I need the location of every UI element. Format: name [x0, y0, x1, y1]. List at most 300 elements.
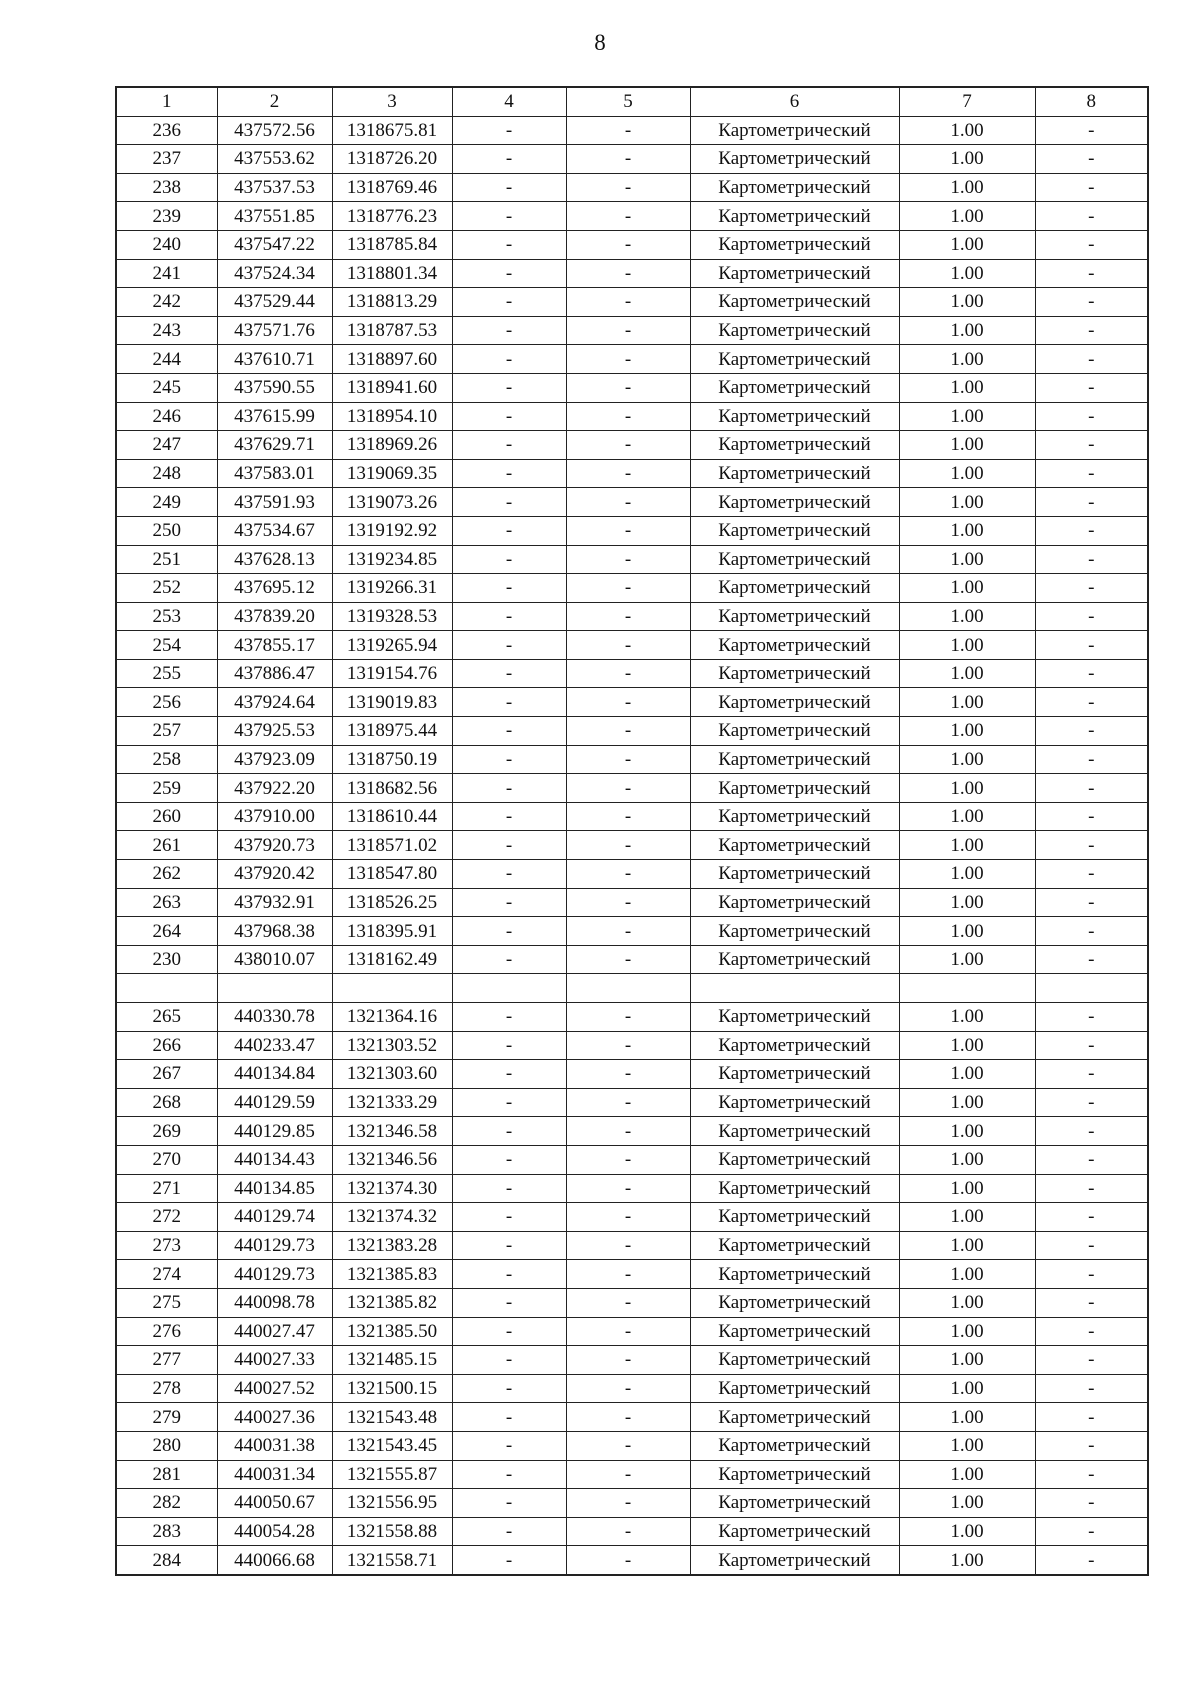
table-cell: 264	[116, 917, 217, 946]
table-cell: -	[1035, 1117, 1148, 1146]
table-cell: -	[1035, 1088, 1148, 1117]
table-cell	[452, 974, 566, 1003]
table-cell: Картометрический	[690, 1288, 899, 1317]
table-cell: 1.00	[899, 802, 1035, 831]
table-cell: -	[452, 888, 566, 917]
table-cell: 440031.38	[217, 1431, 332, 1460]
table-cell: -	[566, 1088, 690, 1117]
table-cell: -	[1035, 1403, 1148, 1432]
table-cell: 437968.38	[217, 917, 332, 946]
table-cell: -	[566, 1117, 690, 1146]
table-cell: Картометрический	[690, 831, 899, 860]
table-cell: 251	[116, 545, 217, 574]
table-cell: -	[566, 373, 690, 402]
table-cell: -	[566, 774, 690, 803]
table-cell: 1.00	[899, 1060, 1035, 1089]
table-cell: 275	[116, 1288, 217, 1317]
table-cell: -	[1035, 774, 1148, 803]
table-cell: 437922.20	[217, 774, 332, 803]
table-cell: 1.00	[899, 917, 1035, 946]
table-cell: 250	[116, 516, 217, 545]
table-row	[116, 717, 1148, 746]
table-cell: -	[566, 745, 690, 774]
table-cell: 437910.00	[217, 802, 332, 831]
table-cell: 1318801.34	[332, 259, 452, 288]
table-cell: 238	[116, 173, 217, 202]
table-cell: -	[566, 1145, 690, 1174]
table-cell: 252	[116, 574, 217, 603]
table-cell: -	[452, 373, 566, 402]
table-cell: 1321374.32	[332, 1203, 452, 1232]
table-cell	[899, 974, 1035, 1003]
table-cell: 1321346.56	[332, 1145, 452, 1174]
table-cell: 438010.07	[217, 945, 332, 974]
table-row	[116, 1288, 1148, 1317]
table-cell: -	[452, 202, 566, 231]
table-cell: Картометрический	[690, 1203, 899, 1232]
table-cell: 1.00	[899, 373, 1035, 402]
table-row	[116, 1203, 1148, 1232]
table-cell: -	[452, 917, 566, 946]
table-cell: -	[452, 1203, 566, 1232]
table-cell: 1.00	[899, 1203, 1035, 1232]
table-row	[116, 202, 1148, 231]
table-cell: 1.00	[899, 631, 1035, 660]
table-cell: -	[566, 1403, 690, 1432]
table-cell: Картометрический	[690, 802, 899, 831]
table-cell: -	[452, 402, 566, 431]
column-header: 2	[217, 87, 332, 116]
table-cell: 1321543.48	[332, 1403, 452, 1432]
table-cell: 1.00	[899, 1546, 1035, 1575]
table-cell: -	[566, 116, 690, 145]
table-cell: -	[452, 488, 566, 517]
table-cell: -	[1035, 602, 1148, 631]
table-cell: -	[1035, 373, 1148, 402]
table-cell: -	[1035, 574, 1148, 603]
table-row	[116, 631, 1148, 660]
table-cell: 280	[116, 1431, 217, 1460]
table-cell: -	[452, 345, 566, 374]
table-cell: 440098.78	[217, 1288, 332, 1317]
table-cell: -	[452, 1288, 566, 1317]
table-cell: -	[452, 831, 566, 860]
table-cell: 1.00	[899, 259, 1035, 288]
table-row	[116, 459, 1148, 488]
table-cell: -	[452, 659, 566, 688]
table-cell: -	[566, 1174, 690, 1203]
table-cell: -	[566, 316, 690, 345]
table-cell: 1.00	[899, 459, 1035, 488]
table-row	[116, 173, 1148, 202]
table-cell: 1319192.92	[332, 516, 452, 545]
table-cell: -	[566, 831, 690, 860]
table-cell: 1.00	[899, 1346, 1035, 1375]
table-cell: 1321385.83	[332, 1260, 452, 1289]
table-cell: 1.00	[899, 745, 1035, 774]
table-cell: 437547.22	[217, 230, 332, 259]
table-cell: 1321303.52	[332, 1031, 452, 1060]
table-cell: -	[1035, 431, 1148, 460]
table-cell: 440134.85	[217, 1174, 332, 1203]
table-row	[116, 802, 1148, 831]
table-cell: Картометрический	[690, 1145, 899, 1174]
table-cell: 1321558.88	[332, 1517, 452, 1546]
table-cell: 437920.73	[217, 831, 332, 860]
table-row	[116, 402, 1148, 431]
table-cell: -	[1035, 145, 1148, 174]
table-cell: -	[1035, 1060, 1148, 1089]
table-row	[116, 1460, 1148, 1489]
table-cell: -	[452, 688, 566, 717]
table-cell: -	[566, 402, 690, 431]
table-cell: -	[566, 1260, 690, 1289]
table-cell: -	[1035, 488, 1148, 517]
table-cell: 262	[116, 860, 217, 889]
table-cell: 239	[116, 202, 217, 231]
table-cell: 244	[116, 345, 217, 374]
table-cell: 1.00	[899, 1374, 1035, 1403]
table-cell: Картометрический	[690, 688, 899, 717]
table-cell: 1318750.19	[332, 745, 452, 774]
table-row	[116, 888, 1148, 917]
table-cell: -	[566, 1231, 690, 1260]
table-cell: 1321374.30	[332, 1174, 452, 1203]
table-cell: 1321303.60	[332, 1060, 452, 1089]
table-cell: Картометрический	[690, 1460, 899, 1489]
table-row	[116, 373, 1148, 402]
table-row	[116, 230, 1148, 259]
table-cell: Картометрический	[690, 1260, 899, 1289]
table-cell: Картометрический	[690, 888, 899, 917]
table-cell: -	[1035, 745, 1148, 774]
table-cell: 1.00	[899, 402, 1035, 431]
table-cell: 1.00	[899, 345, 1035, 374]
table-cell: -	[566, 173, 690, 202]
table-cell: 1318776.23	[332, 202, 452, 231]
table-cell: -	[452, 459, 566, 488]
table-cell: 440233.47	[217, 1031, 332, 1060]
table-cell: -	[452, 1546, 566, 1575]
table-cell: Картометрический	[690, 259, 899, 288]
table-cell: Картометрический	[690, 631, 899, 660]
table-cell: 263	[116, 888, 217, 917]
table-cell: 270	[116, 1145, 217, 1174]
table-cell: 1.00	[899, 202, 1035, 231]
table-row	[116, 1431, 1148, 1460]
table-cell: 242	[116, 288, 217, 317]
table-row	[116, 945, 1148, 974]
table-cell: -	[1035, 945, 1148, 974]
table-row	[116, 545, 1148, 574]
table-cell: 283	[116, 1517, 217, 1546]
table-cell: 240	[116, 230, 217, 259]
table-cell: -	[566, 145, 690, 174]
table-cell: Картометрический	[690, 945, 899, 974]
table-cell: -	[566, 1489, 690, 1518]
table-cell: 248	[116, 459, 217, 488]
table-cell: -	[1035, 259, 1148, 288]
table-cell: -	[566, 602, 690, 631]
table-cell: -	[1035, 1546, 1148, 1575]
table-cell: 1.00	[899, 1460, 1035, 1489]
table-cell: 1321385.82	[332, 1288, 452, 1317]
table-cell: 1318787.53	[332, 316, 452, 345]
table-cell: 437553.62	[217, 145, 332, 174]
table-cell: -	[452, 1374, 566, 1403]
table-cell: 437839.20	[217, 602, 332, 631]
table-cell: 437551.85	[217, 202, 332, 231]
table-cell: 253	[116, 602, 217, 631]
column-header: 4	[452, 87, 566, 116]
table-row	[116, 974, 1148, 1003]
column-header: 6	[690, 87, 899, 116]
table-cell	[217, 974, 332, 1003]
table-cell: -	[1035, 1489, 1148, 1518]
table-cell: 1318813.29	[332, 288, 452, 317]
table-cell: -	[566, 1431, 690, 1460]
table-cell: 1319234.85	[332, 545, 452, 574]
table-cell: Картометрический	[690, 1088, 899, 1117]
table-row	[116, 1031, 1148, 1060]
table-cell: Картометрический	[690, 1174, 899, 1203]
table-row	[116, 1546, 1148, 1575]
table-cell: 1.00	[899, 1403, 1035, 1432]
table-cell: 1318162.49	[332, 945, 452, 974]
table-cell: 437534.67	[217, 516, 332, 545]
table-cell: 282	[116, 1489, 217, 1518]
table-cell: 437886.47	[217, 659, 332, 688]
table-cell: 1.00	[899, 717, 1035, 746]
table-cell: 274	[116, 1260, 217, 1289]
table-cell: 437537.53	[217, 173, 332, 202]
table-cell: 1321558.71	[332, 1546, 452, 1575]
table-cell: Картометрический	[690, 1346, 899, 1375]
table-cell: -	[566, 1288, 690, 1317]
table-cell: Картометрический	[690, 1546, 899, 1575]
table-row	[116, 917, 1148, 946]
table-cell: 261	[116, 831, 217, 860]
table-cell: -	[452, 1117, 566, 1146]
table-cell: 255	[116, 659, 217, 688]
table-cell: -	[566, 1003, 690, 1032]
table-row	[116, 316, 1148, 345]
table-cell: -	[1035, 860, 1148, 889]
table-cell: -	[566, 1517, 690, 1546]
table-cell: -	[1035, 230, 1148, 259]
table-cell: Картометрический	[690, 1489, 899, 1518]
table-row	[116, 288, 1148, 317]
table-cell: 440054.28	[217, 1517, 332, 1546]
table-row	[116, 1117, 1148, 1146]
table-cell: -	[452, 1403, 566, 1432]
table-cell: 246	[116, 402, 217, 431]
table-row	[116, 574, 1148, 603]
table-cell: 1.00	[899, 860, 1035, 889]
table-cell: -	[1035, 1260, 1148, 1289]
table-cell: 1.00	[899, 1260, 1035, 1289]
table-cell	[1035, 974, 1148, 1003]
table-row	[116, 1317, 1148, 1346]
table-cell: 440134.43	[217, 1145, 332, 1174]
table-cell: -	[1035, 1460, 1148, 1489]
table-cell	[116, 974, 217, 1003]
table-cell: Картометрический	[690, 1060, 899, 1089]
table-cell: -	[452, 516, 566, 545]
table-cell: -	[452, 545, 566, 574]
table-cell: -	[452, 1231, 566, 1260]
table-cell: Картометрический	[690, 1117, 899, 1146]
table-cell: 1321543.45	[332, 1431, 452, 1460]
table-cell: 1321383.28	[332, 1231, 452, 1260]
table-cell: -	[566, 202, 690, 231]
table-cell: 269	[116, 1117, 217, 1146]
table-cell: -	[566, 802, 690, 831]
table-cell: 1318571.02	[332, 831, 452, 860]
table-cell: -	[1035, 1431, 1148, 1460]
table-cell: 440066.68	[217, 1546, 332, 1575]
table-cell: -	[452, 1317, 566, 1346]
table-cell: -	[566, 888, 690, 917]
table-cell: -	[566, 659, 690, 688]
table-cell: 440330.78	[217, 1003, 332, 1032]
table-row	[116, 116, 1148, 145]
table-cell: Картометрический	[690, 431, 899, 460]
table-cell: -	[452, 802, 566, 831]
table-cell: -	[1035, 1346, 1148, 1375]
table-cell: -	[452, 259, 566, 288]
table-cell: 437924.64	[217, 688, 332, 717]
table-cell: 1319069.35	[332, 459, 452, 488]
table-cell: Картометрический	[690, 602, 899, 631]
table-cell: 1318395.91	[332, 917, 452, 946]
table-cell: -	[566, 945, 690, 974]
table-row	[116, 1346, 1148, 1375]
table-cell: 273	[116, 1231, 217, 1260]
table-cell: 1.00	[899, 1003, 1035, 1032]
table-cell: Картометрический	[690, 1431, 899, 1460]
table-cell: 1.00	[899, 1489, 1035, 1518]
table-cell: -	[566, 431, 690, 460]
table-cell: -	[452, 431, 566, 460]
table-cell: -	[1035, 1517, 1148, 1546]
table-cell: 268	[116, 1088, 217, 1117]
table-cell: -	[1035, 1145, 1148, 1174]
table-cell: 241	[116, 259, 217, 288]
table-cell: 1.00	[899, 545, 1035, 574]
table-cell: 257	[116, 717, 217, 746]
table-row	[116, 1403, 1148, 1432]
table-cell: 247	[116, 431, 217, 460]
table-cell: -	[1035, 1003, 1148, 1032]
table-cell	[332, 974, 452, 1003]
coordinates-table	[115, 86, 1149, 1576]
table-cell: 243	[116, 316, 217, 345]
table-row	[116, 831, 1148, 860]
table-cell: 1.00	[899, 1174, 1035, 1203]
table-cell: -	[452, 860, 566, 889]
column-header: 5	[566, 87, 690, 116]
table-cell: -	[1035, 1031, 1148, 1060]
table-row	[116, 745, 1148, 774]
table-cell: -	[566, 459, 690, 488]
table-cell: 440129.59	[217, 1088, 332, 1117]
table-cell: -	[1035, 1374, 1148, 1403]
table-cell: 1318969.26	[332, 431, 452, 460]
table-cell: 437610.71	[217, 345, 332, 374]
table-cell: 265	[116, 1003, 217, 1032]
table-cell: Картометрический	[690, 574, 899, 603]
table-cell: 259	[116, 774, 217, 803]
table-cell: 437524.34	[217, 259, 332, 288]
table-cell: Картометрический	[690, 659, 899, 688]
table-cell: Картометрический	[690, 1317, 899, 1346]
table-cell: -	[566, 1460, 690, 1489]
table-cell: -	[566, 1346, 690, 1375]
table-cell: Картометрический	[690, 745, 899, 774]
table-cell: 1318526.25	[332, 888, 452, 917]
table-cell: 437920.42	[217, 860, 332, 889]
table-cell: 254	[116, 631, 217, 660]
table-cell	[690, 974, 899, 1003]
table-cell: 266	[116, 1031, 217, 1060]
table-cell: Картометрический	[690, 173, 899, 202]
table-cell	[566, 974, 690, 1003]
table-cell: -	[1035, 316, 1148, 345]
table-cell: 1318726.20	[332, 145, 452, 174]
table-cell: -	[452, 1431, 566, 1460]
table-cell: 1318682.56	[332, 774, 452, 803]
table-cell: -	[1035, 116, 1148, 145]
table-cell: 440129.85	[217, 1117, 332, 1146]
table-row	[116, 345, 1148, 374]
table-cell: -	[1035, 173, 1148, 202]
table-cell: 1.00	[899, 1317, 1035, 1346]
table-cell: 1318675.81	[332, 116, 452, 145]
table-cell: Картометрический	[690, 373, 899, 402]
table-cell: -	[1035, 917, 1148, 946]
table-cell: 437695.12	[217, 574, 332, 603]
table-cell: 1321364.16	[332, 1003, 452, 1032]
table-cell: -	[452, 1260, 566, 1289]
table-cell: -	[566, 631, 690, 660]
table-cell: -	[452, 1088, 566, 1117]
table-cell: 1318954.10	[332, 402, 452, 431]
table-cell: Картометрический	[690, 116, 899, 145]
table-cell: 1.00	[899, 1145, 1035, 1174]
table-cell: 236	[116, 116, 217, 145]
table-cell: 1321500.15	[332, 1374, 452, 1403]
table-cell: 1.00	[899, 1517, 1035, 1546]
table-row	[116, 488, 1148, 517]
table-cell: 1.00	[899, 288, 1035, 317]
table-row	[116, 1174, 1148, 1203]
table-cell: -	[1035, 459, 1148, 488]
page-number: 8	[594, 30, 606, 55]
table-cell: Картометрический	[690, 1003, 899, 1032]
table-cell: -	[1035, 1231, 1148, 1260]
table-cell: 1321485.15	[332, 1346, 452, 1375]
table-cell: 1319328.53	[332, 602, 452, 631]
table-row	[116, 516, 1148, 545]
table-cell: -	[1035, 516, 1148, 545]
table-cell: -	[566, 345, 690, 374]
table-cell: 1.00	[899, 602, 1035, 631]
table-cell: 1.00	[899, 774, 1035, 803]
table-cell: 437572.56	[217, 116, 332, 145]
table-cell: 271	[116, 1174, 217, 1203]
table-cell: -	[452, 945, 566, 974]
